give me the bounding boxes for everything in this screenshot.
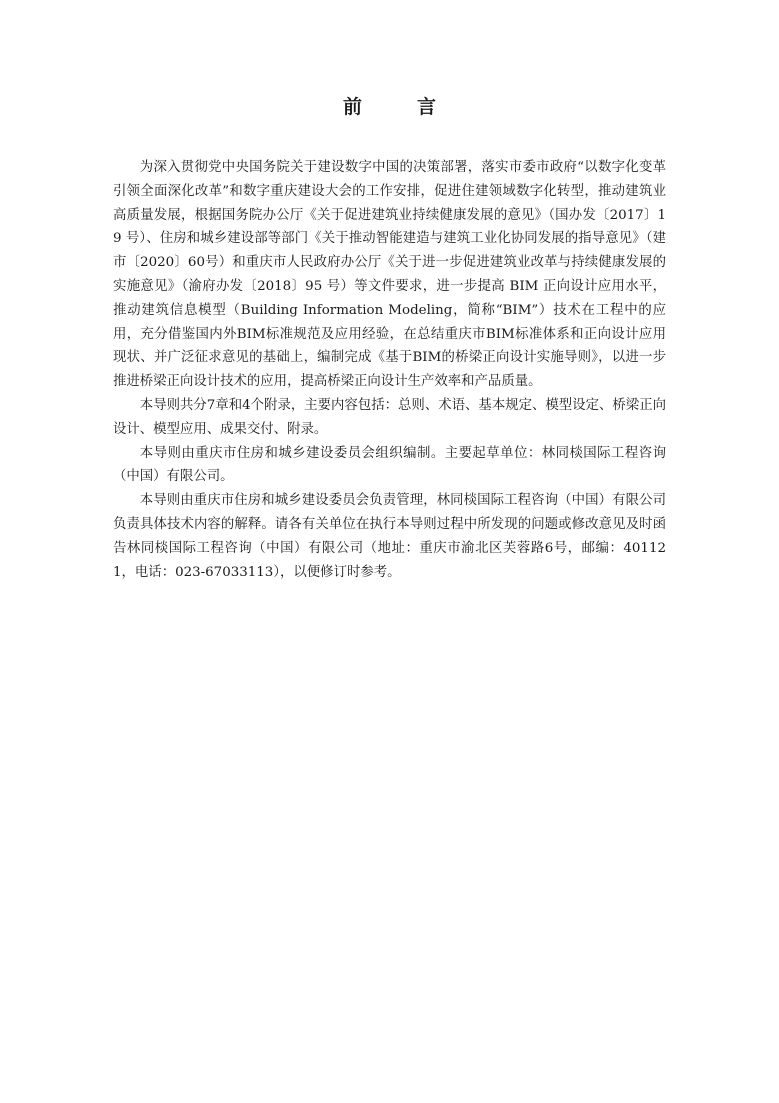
paragraph-management: 本导则由重庆市住房和城乡建设委员会负责管理，林同棪国际工程咨询（中国）有限公司负责具体技术内容的解释。请各有关单位在执行本导则过程中所发现的问题或修改意见及时函告林同棪国际工程咨询（中国）有限公司（地址：重庆市渝北区芙蓉路6号，邮编：401121，电话：023-67033113），以便修订时参考。 [113, 493, 666, 580]
foreword-body [113, 156, 666, 584]
paragraph-editor: 本导则由重庆市住房和城乡建设委员会组织编制。主要起草单位：林同棪国际工程咨询（中国）有限公司。 [113, 445, 666, 485]
paragraph-background: 为深入贯彻党中央国务院关于建设数字中国的决策部署，落实市委市政府“以数字化变革引领全面深化改革”和数字重庆建设大会的工作安排，促进住建领域数字化转型，推动建筑业高质量发展，根据国务院办公厅《关于促进建筑业持续健康发展的意见》（国办发〔2017〕19 号）、住房和城乡建设部等部门《关于推动智能建造与建筑工业化协同发展的指导意见》（建市〔2020〕60号）和重庆市人民政府办公厅《关于进一步促进建筑业改革与持续健康发展的实施意见》（渝府办发〔2018〕95 号）等文件要求，进一步提高 BIM 正向设计应用水平，推动建筑信息模型（Building Information Modeling，简称“BIM”）技术在工程中的应用，充分借鉴国内外BIM标准规范及应用经验，在总结重庆市BIM标准体系和正向设计应用现状、并广泛征求意见的基础上，编制完成《基于BIM的桥梁正向设计实施导则》，以进一步推进桥梁正向设计技术的应用，提高桥梁正向设计生产效率和产品质量。 [113, 160, 666, 390]
page-title: 前 言 [342, 96, 454, 118]
paragraph-structure: 本导则共分7章和4个附录，主要内容包括：总则、术语、基本规定、模型设定、桥梁正向设计、模型应用、成果交付、附录。 [113, 397, 666, 437]
